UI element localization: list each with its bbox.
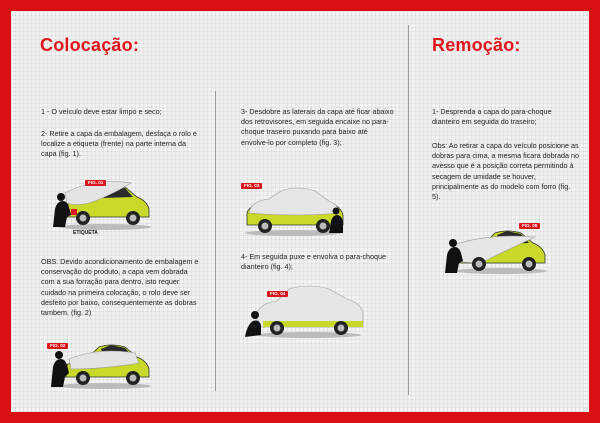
placement-step-4: 4- Em seguida puxe e envolva o para-choque dianteiro (fig. 4); bbox=[241, 252, 387, 272]
column-divider-right bbox=[408, 25, 409, 395]
removal-step-1: 1- Desprenda a capa do para-choque dianteiro em seguida do traseiro; bbox=[432, 107, 552, 127]
placement-heading: Colocação: bbox=[40, 35, 140, 55]
removal-heading: Remoção: bbox=[432, 35, 521, 55]
figure-2 bbox=[45, 333, 155, 391]
covered-car-illustration bbox=[239, 181, 349, 239]
column-divider-left bbox=[215, 91, 216, 391]
figure-1 bbox=[45, 171, 155, 236]
placement-obs: OBS: Devido acondicionamento de embalagem e conservação do produto, a capa vem dobrada com a sua forração para dentro, isto requer cuidado na primeira colocação, o rolo deve ser desfeito por baixo, consequentemente as dobras tambem. (fig. 2) bbox=[41, 257, 199, 318]
fig-1-tag: FIG. 01 bbox=[85, 180, 106, 186]
removal-obs: Obs: Ao retirar a capa do veículo posicione as dobras para cima, a mesma ficara dobrada no avesso que é a posição correta permitindo à secagem de umidade se houver, principalmente as do modelo com forro (fig. 5). bbox=[432, 141, 580, 202]
figure-4 bbox=[243, 279, 368, 341]
fig-4-tag: FIG. 04 bbox=[267, 291, 288, 297]
instruction-sheet bbox=[11, 11, 589, 412]
figure-5 bbox=[439, 215, 551, 277]
placement-step-1: 1 - O veículo deve estar limpo e seco; bbox=[41, 107, 162, 116]
fig-5-tag: FIG. 05 bbox=[519, 223, 540, 229]
car-with-cover-illustration bbox=[45, 333, 155, 391]
fig-3-tag: FIG. 03 bbox=[241, 183, 262, 189]
placement-step-2: 2- Retire a capa da embalagem, desfaça o rolo e localize a etiqueta (frente) na parte interna da capa (fig. 1). bbox=[41, 129, 197, 159]
placement-step-3: 3- Desdobre as laterais da capa até ficar abaixo dos retrovisores, em seguida encaixe no para-choque traseiro puxando para baixo até envolve-lo por completo (fig. 3); bbox=[241, 107, 394, 147]
fig-2-tag: FIG. 02 bbox=[47, 343, 68, 349]
figure-3 bbox=[239, 181, 349, 239]
fig-1-label: ETIQUETA bbox=[73, 230, 98, 236]
covered-car-illustration bbox=[243, 279, 368, 341]
